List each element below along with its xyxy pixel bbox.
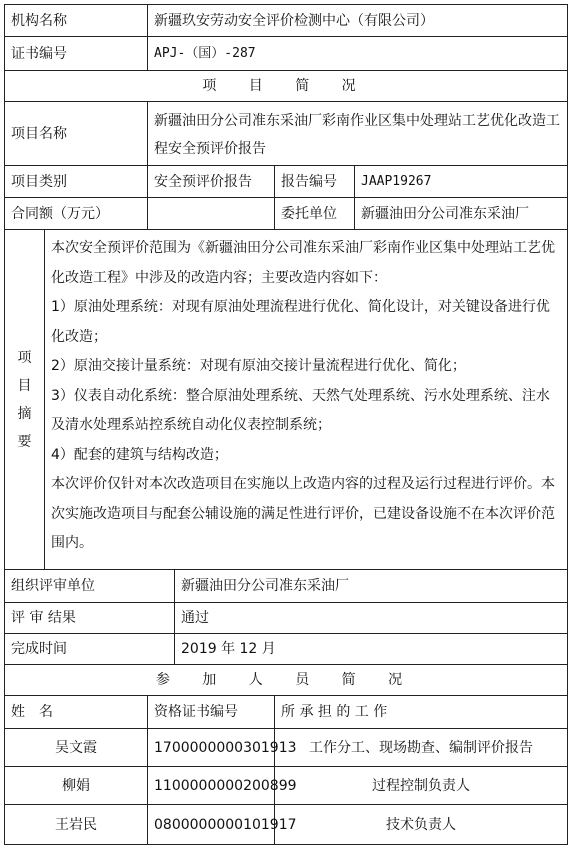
participant-name: 柳娟 <box>5 767 148 805</box>
project-name-value: 新疆油田分公司准东采油厂彩南作业区集中处理站工艺优化改造工程安全预评价报告 <box>148 102 568 166</box>
col-work-header: 所 承 担 的 工 作 <box>275 696 568 729</box>
participant-work: 工作分工、现场勘查、编制评价报告 <box>275 729 568 767</box>
summary-paragraph: 4）配套的建筑与结构改造； <box>51 446 228 463</box>
org-name-label: 机构名称 <box>5 5 148 37</box>
project-brief-header-row <box>5 71 568 102</box>
report-no-label: 报告编号 <box>275 166 355 198</box>
report-no-value: JAAP19267 <box>355 166 568 198</box>
summary-paragraph: 2）原油交接计量系统：对现有原油交接计量流程进行优化、简化； <box>51 358 466 374</box>
participants-header: 参 加 人 员 简 况 <box>5 665 568 696</box>
table-row <box>5 767 568 805</box>
participant-work: 技术负责人 <box>275 805 568 845</box>
summary-paragraph: 3）仪表自动化系统：整合原油处理系统、天然气处理系统、污水处理系统、注水及清水处理系站控系统自动化仪表控制系统； <box>51 387 550 433</box>
client-label: 委托单位 <box>275 198 355 230</box>
summary-paragraph: 本次评价仅针对本次改造项目在实施以上改造内容的过程及运行过程进行评价。本次实施改造项目与配套公辅设施的满足性进行评价，已建设备设施不在本次评价范围内。 <box>51 476 555 551</box>
contract-amount-label: 合同额（万元） <box>5 198 148 230</box>
summary-row <box>5 230 568 570</box>
participant-cert: 1700000000301913 <box>148 729 275 767</box>
org-name-row <box>5 5 568 37</box>
summary-label-char: 目 <box>17 377 32 394</box>
completion-time-row <box>5 634 568 665</box>
org-name-value: 新疆玖安劳动安全评价检测中心（有限公司） <box>148 5 568 37</box>
summary-label-char: 项 <box>17 349 32 366</box>
project-name-label: 项目名称 <box>5 102 148 166</box>
col-cert-header: 资格证书编号 <box>148 696 275 729</box>
cert-no-label: 证书编号 <box>5 37 148 71</box>
project-name-row <box>5 102 568 166</box>
participant-name: 王岩民 <box>5 805 148 845</box>
table-row <box>5 805 568 845</box>
participant-name: 吴文霞 <box>5 729 148 767</box>
table-row <box>5 729 568 767</box>
project-brief-header: 项 目 简 况 <box>5 71 568 102</box>
participants-column-row <box>5 696 568 729</box>
col-name-header: 姓 名 <box>5 696 148 729</box>
summary-label-char: 要 <box>17 433 32 450</box>
completion-time-value: 2019 年 12 月 <box>175 634 568 665</box>
summary-label <box>5 230 45 570</box>
review-org-row <box>5 570 568 603</box>
cert-no-row <box>5 37 568 71</box>
summary-text <box>45 230 568 570</box>
summary-paragraph: 本次安全预评价范围为《新疆油田分公司准东采油厂彩南作业区集中处理站工艺优化改造工程》中涉及的改造内容；主要改造内容如下： <box>51 240 555 286</box>
review-org-label: 组织评审单位 <box>5 570 175 603</box>
cert-no-value: APJ-（国）-287 <box>148 37 568 71</box>
project-type-label: 项目类别 <box>5 166 148 198</box>
review-org-value: 新疆油田分公司准东采油厂 <box>175 570 568 603</box>
summary-label-char: 摘 <box>17 405 32 422</box>
record-table <box>4 4 568 845</box>
contract-row <box>5 198 568 230</box>
project-type-row <box>5 166 568 198</box>
review-result-label: 评 审 结果 <box>5 603 175 634</box>
participant-work: 过程控制负责人 <box>275 767 568 805</box>
summary-paragraph: 1）原油处理系统：对现有原油处理流程进行优化、简化设计，对关键设备进行优化改造； <box>51 299 550 345</box>
review-result-value: 通过 <box>175 603 568 634</box>
participant-cert: 1100000000200899 <box>148 767 275 805</box>
participants-header-row <box>5 665 568 696</box>
contract-amount-value <box>148 198 275 230</box>
participant-cert: 0800000000101917 <box>148 805 275 845</box>
project-type-value: 安全预评价报告 <box>148 166 275 198</box>
completion-time-label: 完成时间 <box>5 634 175 665</box>
client-value: 新疆油田分公司准东采油厂 <box>355 198 568 230</box>
review-result-row <box>5 603 568 634</box>
